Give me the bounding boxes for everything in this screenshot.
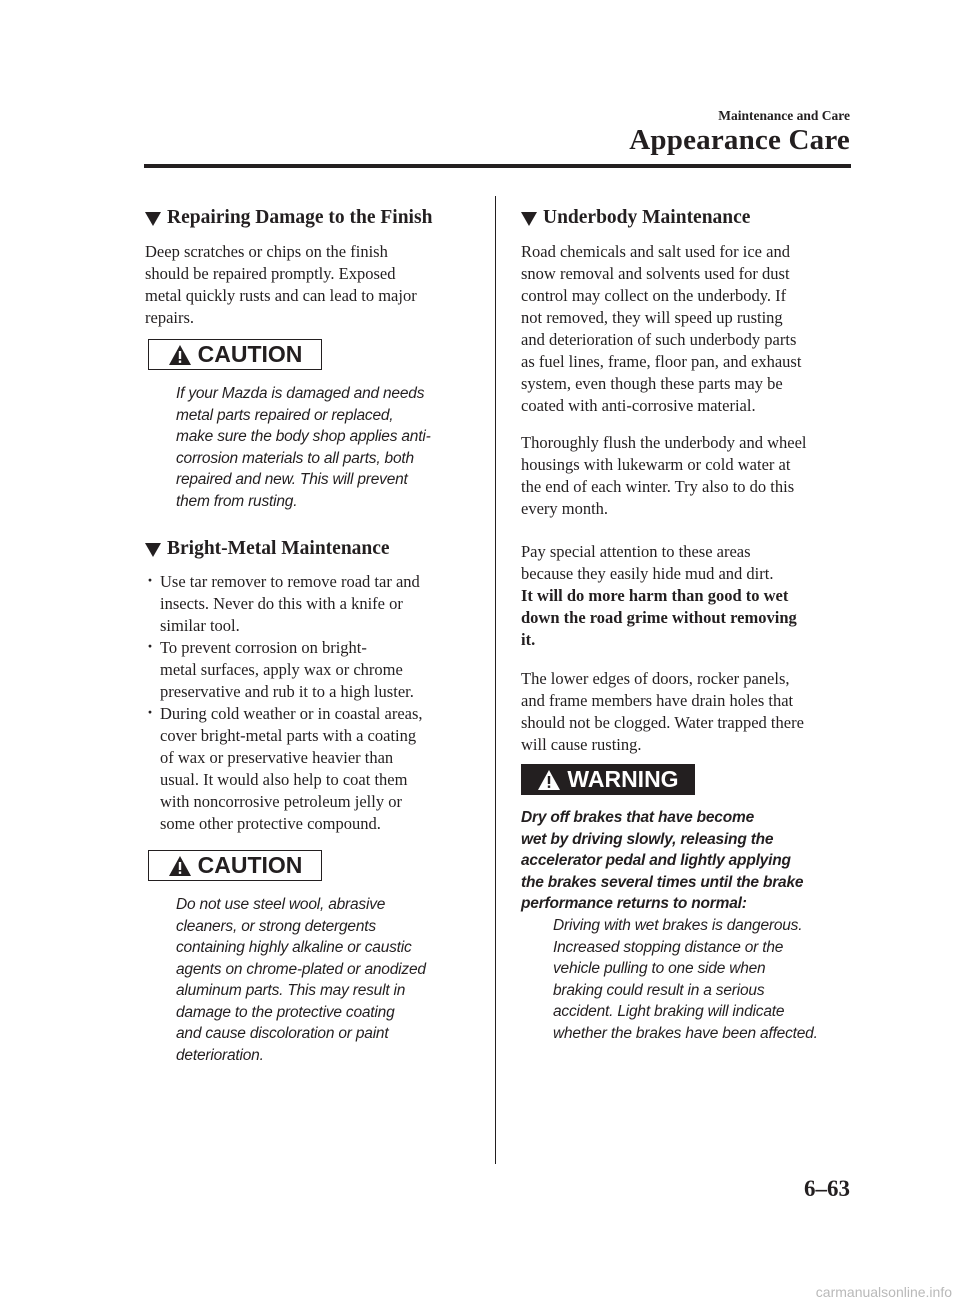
list-item: · To prevent corrosion on bright- metal surfaces, apply wax or chrome preservative and rub it to a high luster. <box>145 637 485 703</box>
section-heading-repair: Repairing Damage to the Finish <box>145 207 432 229</box>
section-heading-underbody: Underbody Maintenance <box>521 207 750 229</box>
header-rule <box>144 164 851 168</box>
caution-icon <box>168 855 192 877</box>
caution-badge: CAUTION <box>148 850 322 881</box>
warning-icon <box>537 769 561 791</box>
underbody-paragraph-3: Pay special attention to these areas because they easily hide mud and dirt. It will do more harm than good to wet down the road grime without removing it. <box>521 542 797 649</box>
warning-heading: Dry off brakes that have become wet by driving slowly, releasing the accelerator pedal and lightly applying the brakes several times until the brake performance returns to normal: <box>521 809 804 912</box>
repair-paragraph: Deep scratches or chips on the finish should be repaired promptly. Exposed metal quickly rusts and can lead to major repairs. <box>145 242 417 327</box>
warning-badge: WARNING <box>521 764 695 795</box>
underbody-paragraph-2: Thoroughly flush the underbody and wheel housings with lukewarm or cold water at the end of each winter. Try also to do this every month. <box>521 433 807 518</box>
header-section-label: Maintenance and Care <box>718 108 850 123</box>
underbody-paragraph-1: Road chemicals and salt used for ice and snow removal and solvents used for dust control may collect on the underbody. If not removed, they will speed up rusting and deterioration of such underbody parts as fuel lines, frame, floor pan, and exhaust system, even though these parts may be coated with anti-corrosive material. <box>521 242 802 415</box>
page-number: 6–63 <box>804 1176 850 1201</box>
section-heading-bright-metal: Bright-Metal Maintenance <box>145 538 390 560</box>
caution-icon <box>168 344 192 366</box>
triangle-marker-icon <box>145 212 161 226</box>
caution-badge: CAUTION <box>148 339 322 370</box>
caution-text-bright-metal: Do not use steel wool, abrasive cleaners, or strong detergents containing highly alkaline or caustic agents on chrome-plated or anodized aluminum parts. This may result in damage to the protective coating and cause discoloration or paint deterioration. <box>176 896 426 1064</box>
bright-metal-list <box>145 571 485 835</box>
caution-text-repair: If your Mazda is damaged and needs metal parts repaired or replaced, make sure the body shop applies anti- corrosion materials to all parts, both repaired and new. This will prevent them from rusting. <box>176 385 431 510</box>
triangle-marker-icon <box>521 212 537 226</box>
warning-text: Driving with wet brakes is dangerous. Increased stopping distance or the vehicle pulling to one side when braking could result in a serious accident. Light braking will indicate whether the brakes have been affected. <box>553 917 818 1042</box>
column-divider <box>495 196 496 1164</box>
list-item: · Use tar remover to remove road tar and insects. Never do this with a knife or similar tool. <box>145 571 485 637</box>
page-title: Appearance Care <box>629 124 850 156</box>
underbody-paragraph-4: The lower edges of doors, rocker panels, and frame members have drain holes that should not be clogged. Water trapped there will cause rusting. <box>521 669 804 754</box>
triangle-marker-icon <box>145 543 161 557</box>
watermark: carmanualsonline.info <box>815 1284 952 1300</box>
list-item: · During cold weather or in coastal areas, cover bright-metal parts with a coating of wax or preservative heavier than usual. It would also help to coat them with noncorrosive petroleum jelly or some other protective compound. <box>145 703 485 835</box>
